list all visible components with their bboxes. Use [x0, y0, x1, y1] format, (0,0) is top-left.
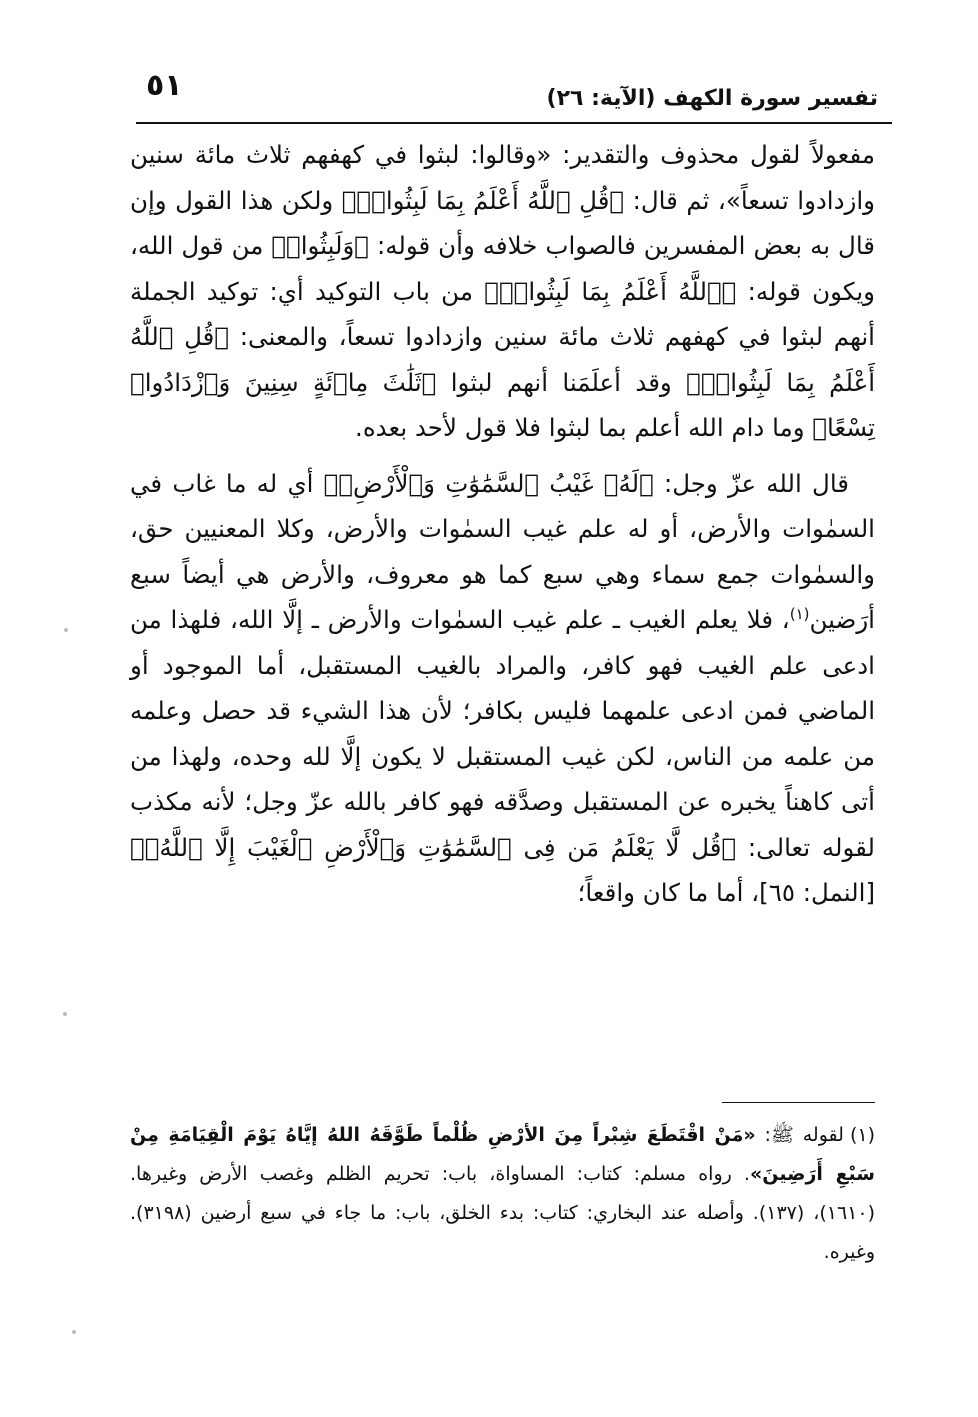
footnote-hadith: «مَنْ اقْتَطَعَ شِبْراً مِنَ الأرْضِ ظُلْماً طَوَّقَهُ اللهُ إيَّاهُ يَوْمَ الْقِيَامَةِ مِنْ سَبْعِ أَرَضِينَ» [130, 1124, 875, 1185]
footnote-separator [722, 1102, 875, 1103]
footnote-lead: لقوله ﷺ: [755, 1124, 844, 1146]
page-number: ٥١ [146, 68, 183, 103]
scan-speck [63, 1012, 67, 1016]
footnote-reference[interactable]: (١) [789, 604, 810, 623]
scan-speck [72, 1330, 76, 1334]
paragraph-text: قال الله عزّ وجل: ﴿لَهُۥ غَيْبُ ٱلسَّمَٰوَٰتِ وَٱلْأَرْضِۖ﴾ أي له ما غاب في السمٰوات والأرض، أو له علم غيب السمٰوات والأرض، وكلا المعنيين حق، والسمٰوات جمع سماء وهي سبع كما هو معروف، والأرض هي أيضاً سبع أرَضين [130, 468, 875, 634]
paragraph-text: ، فلا يعلم الغيب ـ علم غيب السمٰوات والأرض ـ إلَّا الله، فلهذا من ادعى علم الغيب فهو كافر، والمراد بالغيب المستقبل، أما الموجود أو الماضي فمن ادعى علمهما فليس بكافر؛ لأن هذا الشيء قد حصل وعلمه من علمه من الناس، لكن غيب المستقبل لا يكون إلَّا لله وحده، ولهذا من أتى كاهناً يخبره عن المستقبل وصدَّقه فهو كافر بالله عزّ وجل؛ لأنه مكذب لقوله تعالى: ﴿قُل لَّا يَعْلَمُ مَن فِى ٱلسَّمَٰوَٰتِ وَٱلْأَرْضِ ٱلْغَيْبَ إِلَّا ٱللَّهُۚ﴾ [النمل: ٦٥]، أما ما كان واقعاً؛ [130, 605, 875, 907]
header-rule [136, 122, 892, 124]
footnote-source: . رواه مسلم: كتاب: المساواة، باب: تحريم الظلم وغصب الأرض وغيرها. (١٦١٠)، (١٣٧). وأصله عند البخاري: كتاب: بدء الخلق، باب: ما جاء في سبع أرضين (٣١٩٨). وغيره. [130, 1163, 876, 1263]
footnote [130, 1116, 875, 1272]
paragraph [130, 461, 875, 916]
scan-speck [64, 628, 68, 632]
footnote-number: (١) [849, 1124, 876, 1146]
running-title: تفسير سورة الكهف (الآية: ٢٦) [546, 86, 878, 111]
footnotes [130, 1116, 875, 1272]
page-header [118, 58, 878, 118]
paragraph: مفعولاً لقول محذوف والتقدير: «وقالوا: لبثوا في كهفهم ثلاث مائة سنين وازدادوا تسعاً»، ثم قال: ﴿قُلِ ٱللَّهُ أَعْلَمُ بِمَا لَبِثُوا۟ۖ﴾ ولكن هذا القول وإن قال به بعض المفسرين فالصواب خلافه وأن قوله: ﴿وَلَبِثُوا۟﴾ من قول الله، ويكون قوله: ﴿ٱللَّهُ أَعْلَمُ بِمَا لَبِثُوا۟ۖ﴾ من باب التوكيد أي: توكيد الجملة أنهم لبثوا في كهفهم ثلاث مائة سنين وازدادوا تسعاً، والمعنى: ﴿قُلِ ٱللَّهُ أَعْلَمُ بِمَا لَبِثُوا۟ۖ﴾ وقد أعلَمَنا أنهم لبثوا ﴿ثَلَٰثَ مِا۟ئَةٍ سِنِينَ وَٱزْدَادُوا۟ تِسْعًا﴾ وما دام الله أعلم بما لبثوا فلا قول لأحد بعده. [130, 140, 875, 442]
main-text [130, 132, 875, 916]
